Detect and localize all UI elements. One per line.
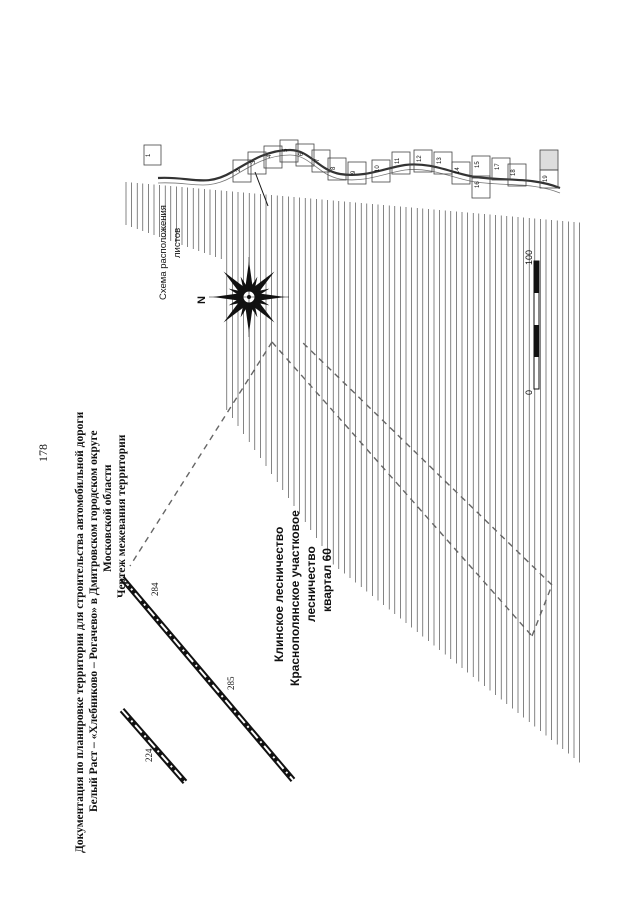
index-sheet-label: 6 xyxy=(299,152,305,156)
scale-bar xyxy=(534,261,539,389)
scale-label-start: 0 xyxy=(524,389,534,395)
index-sheet-label: 2 xyxy=(236,168,242,172)
sheet-index-labels xyxy=(146,148,549,188)
index-sheet-label: 13 xyxy=(437,157,443,164)
forest-label-1: Клинское лесничество xyxy=(272,526,286,662)
title-line-3: Московской области xyxy=(102,464,114,572)
page-number: 178 xyxy=(36,444,50,462)
forest-label-2: Краснополянское участковое xyxy=(288,510,302,686)
index-sheet-label: 5 xyxy=(283,148,289,152)
index-sheet-label: 7 xyxy=(315,158,321,162)
index-sheet-label: 14 xyxy=(455,167,461,174)
title-line-1: Документация по планировке территории для строительства автомобильной дороги xyxy=(74,411,86,853)
index-sheet-label: 1 xyxy=(146,153,152,157)
index-sheet-label: 3 xyxy=(251,160,257,164)
index-sheet-label: 19 xyxy=(543,175,549,182)
index-sheet-label: 4 xyxy=(267,154,273,158)
forest-label-3: лесничество xyxy=(304,546,318,622)
index-sheet-label: 10 xyxy=(375,165,381,172)
title-line-4: Чертеж межевания территории xyxy=(116,434,128,598)
index-sheet-label: 16 xyxy=(475,181,481,188)
index-sheet-label: 17 xyxy=(495,163,501,170)
road-label-285: 285 xyxy=(226,676,236,690)
index-sheet-label: 9 xyxy=(351,170,357,174)
parcel-boundary xyxy=(130,340,552,636)
index-sheet-label: 18 xyxy=(511,169,517,176)
index-sheet-label: 11 xyxy=(395,157,401,164)
road-label-224: 224 xyxy=(144,748,154,762)
title-line-2: Белый Раст – «Хлебниково – Рогачево» в Дмитровском городском округе xyxy=(88,430,100,812)
road-label-284: 284 xyxy=(150,582,160,596)
hatching-lines xyxy=(126,182,580,763)
index-sheet-label: 15 xyxy=(475,161,481,168)
index-title-2: листов xyxy=(172,227,183,258)
index-sheet-label: 8 xyxy=(331,166,337,170)
scale-label-end: 100 xyxy=(524,249,534,265)
index-sheet-label: 12 xyxy=(417,155,423,162)
forest-label-4: квартал 60 xyxy=(320,548,334,612)
index-title-1: Схема расположения xyxy=(158,205,169,300)
north-label: N xyxy=(196,296,208,304)
